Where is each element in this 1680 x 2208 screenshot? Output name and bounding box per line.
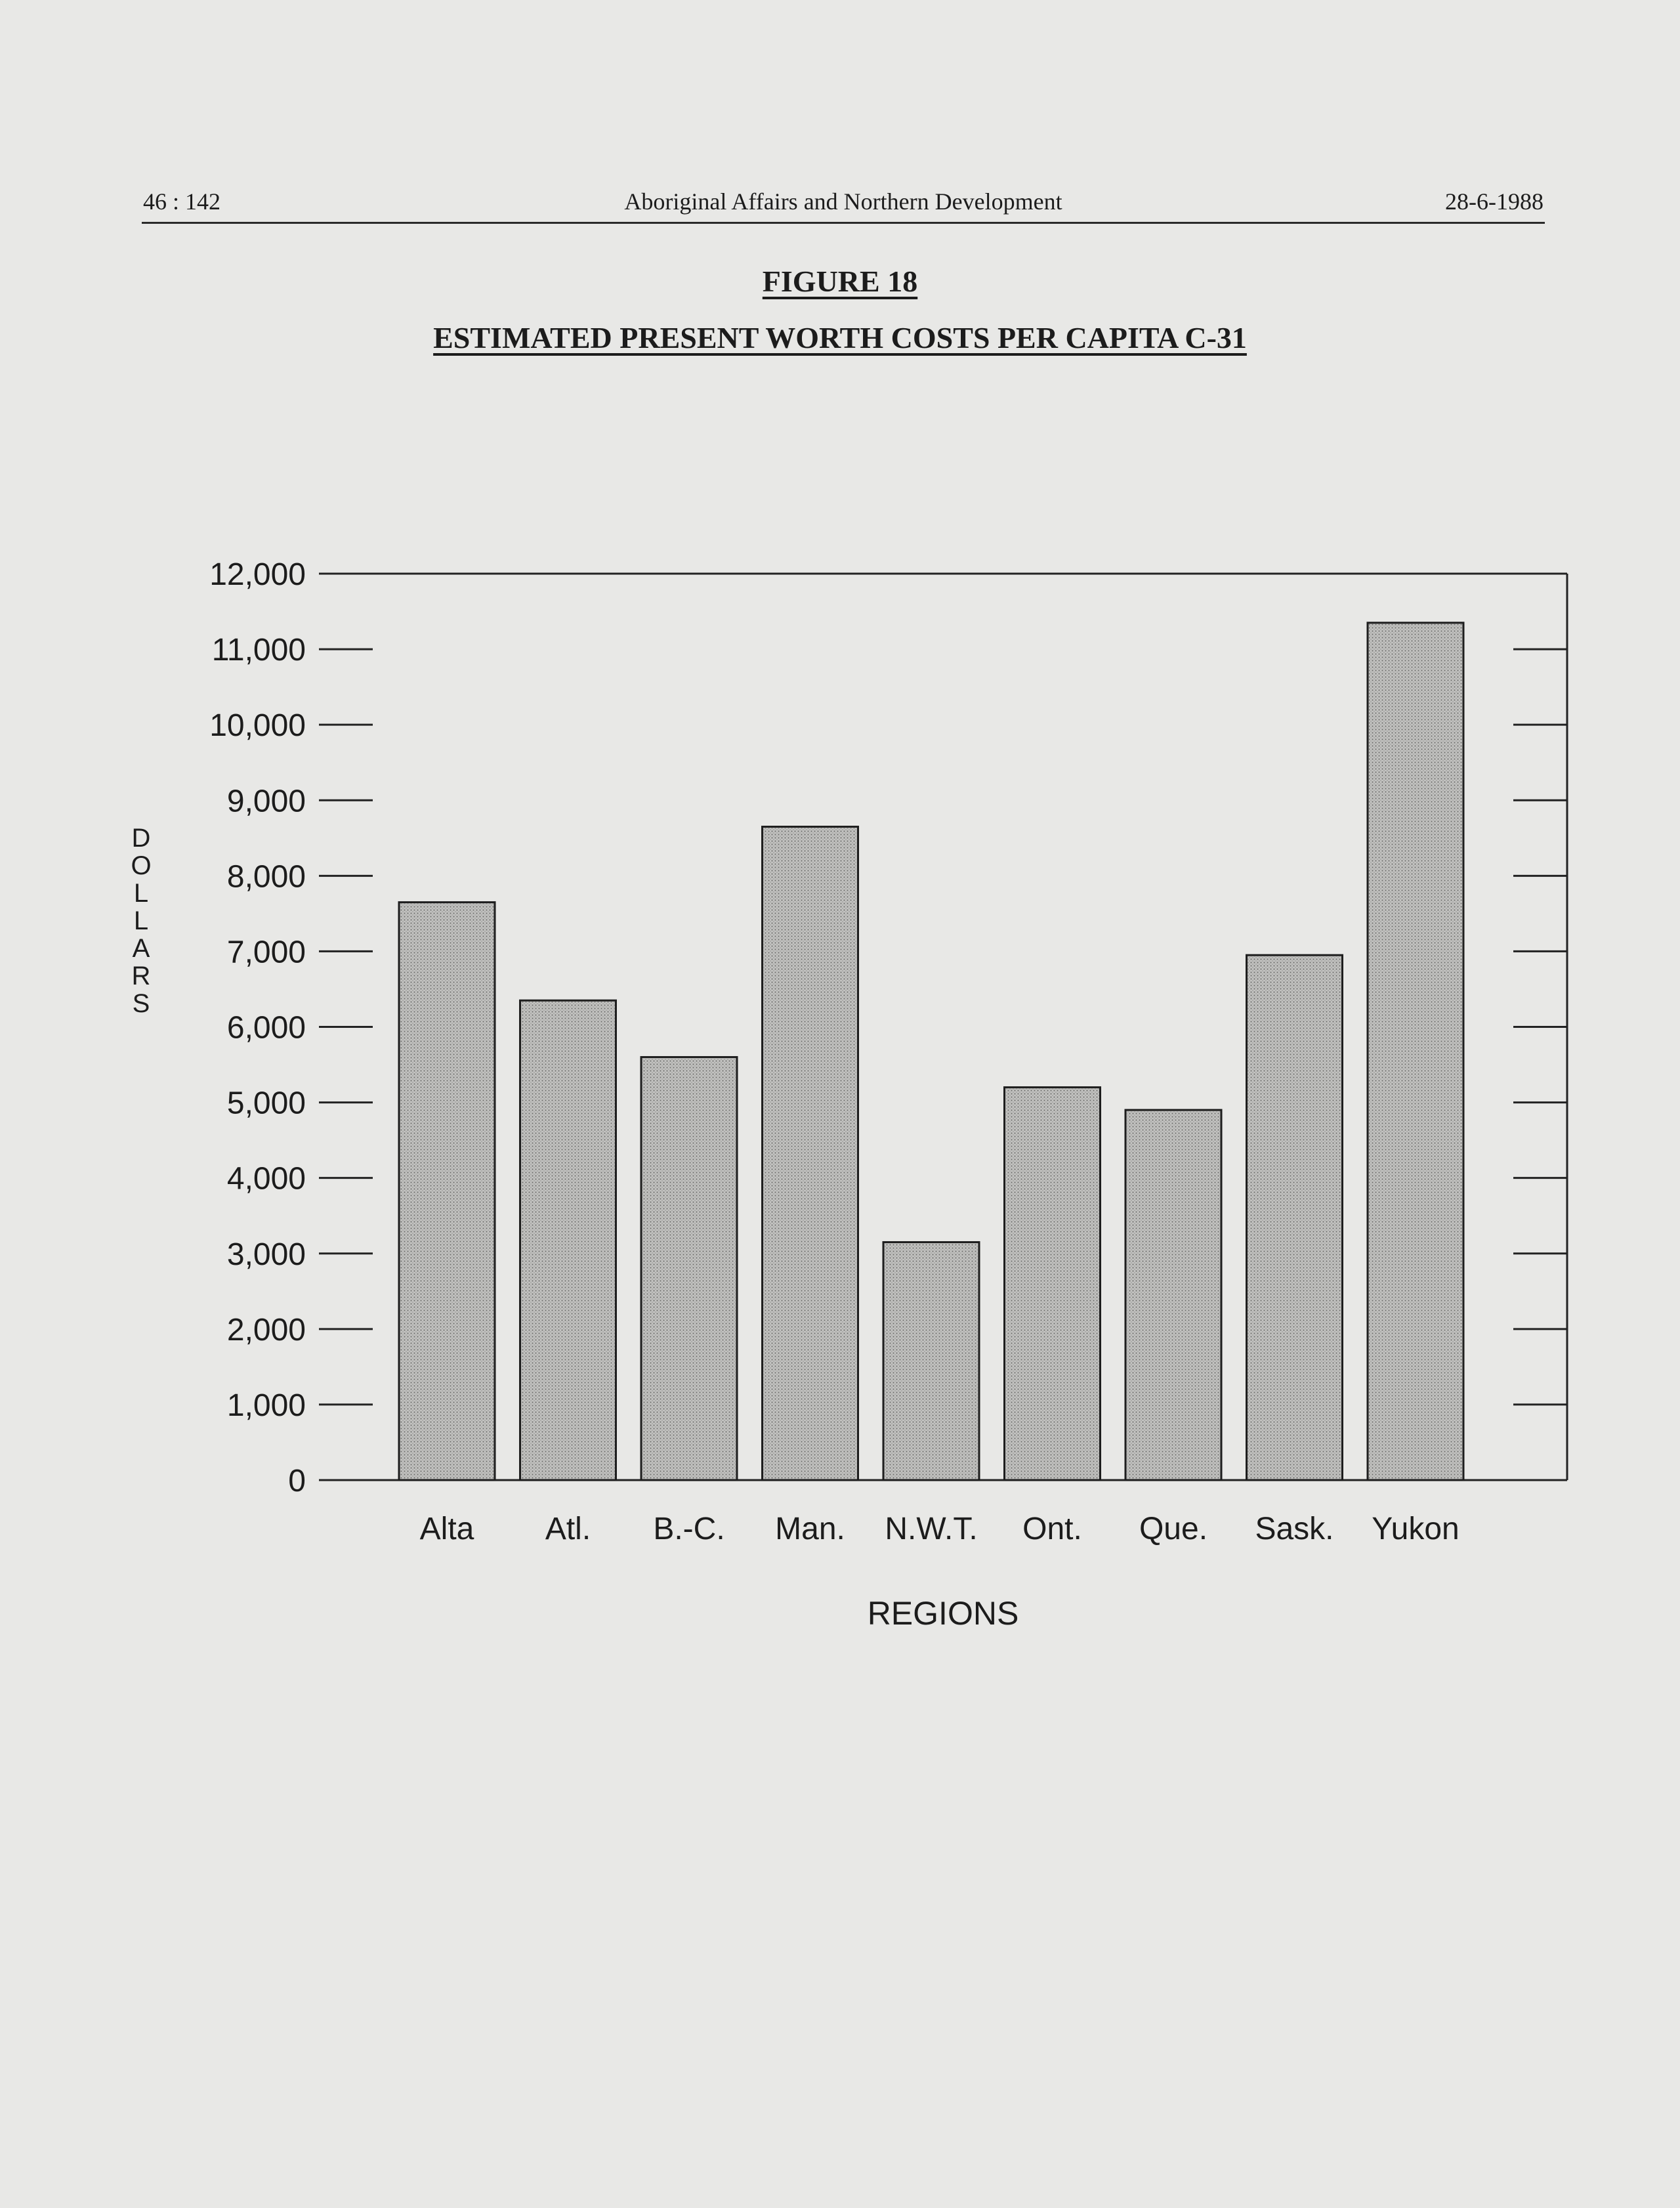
y-tick-label: 8,000 <box>226 859 306 895</box>
y-tick-label: 9,000 <box>226 784 306 819</box>
x-tick-label: Yukon <box>1372 1512 1460 1546</box>
figure-label: FIGURE 18 <box>762 265 918 298</box>
x-axis-title: REGIONS <box>867 1595 1019 1632</box>
y-tick-label: 4,000 <box>226 1161 306 1197</box>
header-date: 28-6-1988 <box>1445 188 1544 215</box>
y-tick-label: 5,000 <box>226 1086 306 1121</box>
bar-texture <box>1369 624 1462 1479</box>
x-tick-label: Sask. <box>1255 1512 1334 1546</box>
y-tick-label: 6,000 <box>226 1010 306 1046</box>
bar-texture <box>885 1243 978 1479</box>
y-tick-label: 3,000 <box>226 1237 306 1272</box>
y-tick-label: 7,000 <box>226 935 306 970</box>
x-tick-label: Que. <box>1139 1512 1208 1546</box>
x-tick-label: Alta <box>419 1512 474 1546</box>
y-tick-label: 0 <box>288 1464 306 1498</box>
page-number: 46 : 142 <box>143 188 221 215</box>
bar-texture <box>764 828 857 1479</box>
y-tick-label: 1,000 <box>226 1388 306 1423</box>
x-tick-label: N.W.T. <box>885 1512 978 1546</box>
y-tick-label: 2,000 <box>226 1312 306 1348</box>
x-tick-label: Atl. <box>545 1512 591 1546</box>
x-tick-label: B.-C. <box>653 1512 725 1546</box>
x-tick-label: Man. <box>775 1512 845 1546</box>
y-tick-label: 11,000 <box>211 633 306 668</box>
header-title: Aboriginal Affairs and Northern Development <box>624 188 1062 215</box>
bar-texture <box>1248 956 1341 1479</box>
bar-texture <box>642 1059 736 1479</box>
bar-texture <box>522 1002 615 1479</box>
y-axis-title: D O L L A R S <box>131 824 152 1018</box>
y-tick-label: 12,000 <box>209 557 306 592</box>
bar-texture <box>400 904 494 1479</box>
bar-texture <box>1006 1089 1099 1479</box>
bar-texture <box>1127 1111 1220 1479</box>
figure-title: ESTIMATED PRESENT WORTH COSTS PER CAPITA C-31 <box>433 321 1247 354</box>
x-tick-label: Ont. <box>1022 1512 1082 1546</box>
y-tick-label: 10,000 <box>209 708 306 744</box>
